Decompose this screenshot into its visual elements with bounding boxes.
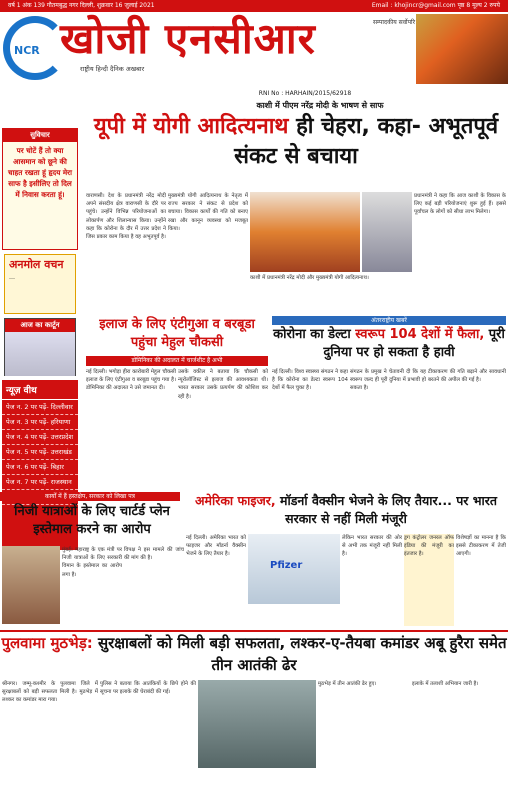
lead-headline[interactable] [86, 112, 506, 192]
nizi-photo [2, 546, 60, 624]
corona-column-2: संगठन के प्रमुख ने चेतावनी दी कि यह स्वरूप जल्द ही पूरी दुनिया में प्रभावी हो सकता है। [350, 369, 426, 392]
ilaj-headline[interactable]: इलाज के लिए एंटीगुआ व बरबूडा पहुंचा मेहुल चौकसी [99, 317, 255, 350]
lead-column-1: वाराणसी। देश के प्रधानमंत्री नरेंद्र मोदी अपने संसदीय क्षेत्र वाराणसी के दौरे पर पहुंचे। उन्होंने विभिन्न परियोजनाओं का लोकार्पण और शिलान्यास किया। उन्होंने कहा कि कोरोना के दौर में उत्तर प्रदेश ने जिस प्रकार काम किया है वह अभूतपूर्व है। [86, 193, 166, 241]
suvichar-box [2, 128, 78, 250]
lead-kicker: काशी में पीएम नरेंद्र मोदी के भाषण से साफ [256, 101, 384, 110]
lead-photo-side [362, 192, 412, 272]
corona-headline[interactable] [272, 326, 506, 366]
pulwama-column-2: पुलिस ने बताया कि आतंकियों के छिपे होने की सूचना पर इलाके की घेराबंदी की गई। [100, 681, 196, 696]
pfizer-column-2: लेकिन भारत सरकार की ओर से अभी तक मंजूरी नहीं मिली है। [342, 535, 402, 558]
corona-headline-black: कोरोना का डेल्टा [273, 327, 351, 342]
news-index-item[interactable]: पेज न. 2 पर पढ़ें- दिल्लीवार [2, 400, 78, 415]
anmol-title: अनमोल वचन [9, 258, 64, 271]
masthead-title: खोजी एनसीआर [60, 14, 316, 63]
suvichar-text: पर चोटें हैं तो क्या आसमान को छूने की चाहत रखता हूं हृदय मेरा साफ है इसीलिए तो दिल में निवास करता हूं। [8, 146, 72, 199]
international-section-bar: अंतरराष्ट्रीय खबरें [272, 316, 506, 325]
top-info-bar [0, 0, 508, 12]
pfizer-column-1: नई दिल्ली। अमेरिका भारत को फाइजर और मॉडर्ना वैक्सीन भेजने के लिए तैयार है। [186, 535, 246, 558]
ilaj-subhead: डोमिनिका की अदालत में चार्जशीट है अभी [86, 356, 268, 366]
ilaj-column-1: नई दिल्ली। भगोड़ा हीरा कारोबारी मेहुल चौकसी इलाज के लिए एंटीगुआ व बरबूडा पहुंच गया है। डोमिनिका की अदालत ने उसे जमानत दी। [86, 369, 176, 392]
ilaj-column-2: उसके वकील ने बताया कि चौकसी को न्यूरोलॉजिस्ट से इलाज की आवश्यकता थी। भारत सरकार उसके प्रत्यर्पण की कोशिश कर रही है। [178, 369, 268, 400]
suvichar-heading: सुविचार [3, 129, 77, 142]
pulwama-headline-black: सुरक्षाबलों को मिली बड़ी सफलता, लश्कर-ए-तैयबा कमांडर अबू हुरैरा समेत तीन आतंकी ढेर [97, 634, 507, 674]
anmol-text: … [9, 274, 15, 281]
corona-headline-tail: पूरी दुनिया पर हो सकता है हावी [323, 327, 505, 360]
issue-info: वर्ष 1 अंक 139 गौतमबुद्ध नगर दिल्ली, शुक्रवार 16 जुलाई 2021 [8, 2, 155, 9]
corona-headline-red: स्वरूप 104 देशों में फैला, [355, 327, 485, 342]
cartoon-heading: आज का कार्टून [5, 319, 75, 332]
lead-headline-black: ही चेहरा, कहा- अभूतपूर्व संकट से बचाया [234, 114, 499, 169]
nizi-column-2: विपक्ष ने इस मामले की जांच की मांग की है। [124, 547, 184, 562]
anmol-vachan-box [4, 254, 76, 314]
nizi-headline[interactable]: निजी यात्राओं के लिए चार्टर्ड प्लेन इस्तेमाल करने का आरोप [14, 504, 170, 537]
news-index-title: न्यूज़ वीथ [2, 380, 78, 400]
pulwama-headline-red: पुलवामा मुठभेड़: [1, 634, 93, 652]
logo-ncr: NCR [14, 44, 40, 57]
pfizer-column-4: विशेषज्ञों का मानना है कि इससे टीकाकरण में तेजी आएगी। [456, 535, 506, 558]
news-index-item[interactable]: पेज न. 5 पर पढ़ें- उत्तराखंड [2, 445, 78, 460]
masthead-photo [416, 14, 508, 84]
pulwama-column-4: इलाके में तलाशी अभियान जारी है। [412, 681, 479, 687]
vaccine-photo-label: Pfizer [270, 560, 303, 571]
pulwama-column-1: श्रीनगर। जम्मू-कश्मीर के पुलवामा जिले में सुरक्षाबलों को बड़ी सफलता मिली है। मुठभेड़ में लश्कर का कमांडर मारा गया। [2, 681, 98, 704]
pfizer-headline[interactable] [186, 492, 506, 532]
pfizer-headline-black: मॉडर्ना वैक्सीन भेजने के लिए तैयार... पर भारत सरकार से नहीं मिली मंजूरी [280, 493, 498, 526]
lead-photo-caption: काशी में प्रधानमंत्री नरेंद्र मोदी और मुख्यमंत्री योगी आदित्यनाथ। [250, 275, 369, 281]
pulwama-photo [198, 680, 316, 768]
nizi-column-1: मुंबई। महाराष्ट्र के एक मंत्री पर निजी यात्राओं के लिए सरकारी विमान के इस्तेमाल का आरोप लगा है। [62, 547, 122, 578]
masthead-tagline: राष्ट्रीय हिन्दी दैनिक अखबार [80, 65, 145, 73]
corona-column-1: नई दिल्ली। विश्व स्वास्थ्य संगठन ने कहा है कि कोरोना का डेल्टा स्वरूप 104 देशों में फैल चुका है। [272, 369, 348, 392]
cartoon-image [5, 332, 75, 376]
pulwama-column-3: मुठभेड़ में तीन आतंकी ढेर हुए। [318, 681, 377, 687]
nizi-section-bar: कार्यों में हैं हस्तक्षेप, सरकार को लिखा पत्र [0, 492, 180, 501]
pulwama-headline[interactable] [0, 630, 508, 678]
pfizer-headline-red: अमेरिका फाइजर, [194, 493, 276, 508]
rni-number: RNI No : HARHAIN/2015/62918 [258, 90, 352, 97]
lead-photo-main [250, 192, 360, 272]
news-index-item[interactable]: पेज न. 7 पर पढ़ें- राजस्थान [2, 475, 78, 490]
news-index-item[interactable]: पेज न. 4 पर पढ़ें- उत्तरप्रदेश [2, 430, 78, 445]
corona-column-3: टीकाकरण की गति बढ़ाने और सावधानी बरतने की अपील की गई है। [428, 369, 506, 384]
pfizer-column-3: ड्रग कंट्रोलर जनरल ऑफ इंडिया की मंजूरी का इंतजार है। [404, 534, 454, 626]
lead-column-5: प्रधानमंत्री ने कहा कि आज काशी के विकास के लिए कई बड़ी परियोजनाएं शुरू हुई हैं। इससे पूर्वांचल के लोगों को सीधा लाभ मिलेगा। [414, 193, 506, 216]
contact-info: Email : khojincr@gmail.com पृष्ठ 8 मूल्य 2 रुपये [371, 2, 500, 9]
lead-column-2: मुख्यमंत्री योगी आदित्यनाथ के नेतृत्व में राज्य सरकार ने संकट से प्रदेश को बचाया। विकास कार्यों की गति को बनाए रखा और कानून व्यवस्था को मजबूत किया। [168, 193, 248, 232]
news-index-item[interactable]: पेज न. 3 पर पढ़ें- हरियाणा [2, 415, 78, 430]
masthead-label: सम्पादकीय सर्वोपरि [373, 19, 416, 26]
cartoon-box [4, 318, 76, 376]
news-index-item[interactable]: पेज न. 6 पर पढ़ें- बिहार [2, 460, 78, 475]
lead-headline-red: यूपी में योगी आदित्यनाथ [93, 114, 289, 139]
